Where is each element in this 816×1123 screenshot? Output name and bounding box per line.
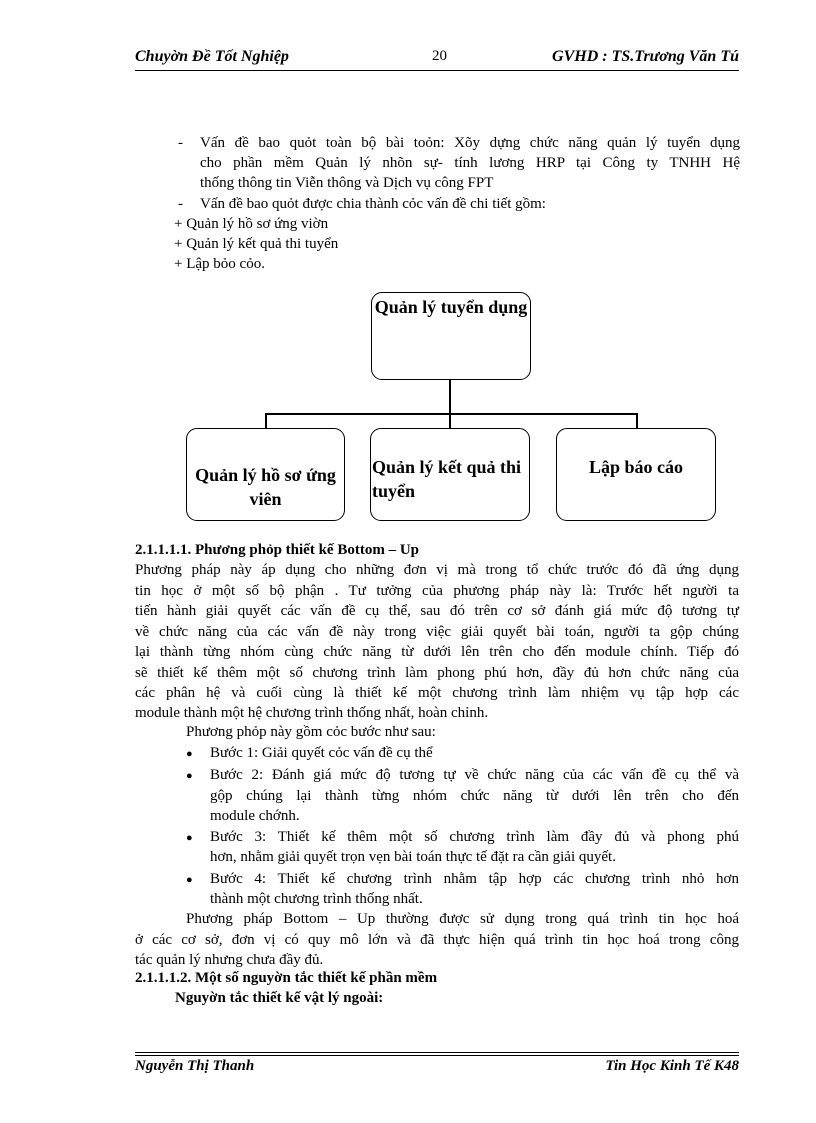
intro-line: cho phần mềm Quản lý nhõn sự- tính lương HRP tại Công ty TNHH Hệ: [200, 155, 740, 171]
footer-rule: [135, 1055, 739, 1056]
connector: [265, 413, 638, 415]
header-rule: [135, 70, 739, 71]
diagram-child-box: Quản lý kết quả thi tuyển: [370, 428, 530, 521]
diagram-child-box: Quản lý hồ sơ ứng viên: [186, 428, 345, 521]
step-line: module chớnh.: [210, 808, 300, 824]
list-item: + Quản lý hồ sơ ứng viờn: [174, 216, 329, 232]
step-line: Bước 1: Giải quyết cỏc vấn đề cụ thể: [210, 745, 433, 761]
body-line: ở các cơ sở, đơn vị có quy mô lớn và đã thực hiện quá trình tin học hoá trong công: [135, 931, 739, 948]
body-line: tiến hành giải quyết các vấn đề cụ thể, sau đó trên cơ sở đánh giá mức độ tương tự: [135, 603, 739, 619]
body-line: Phương pháp Bottom – Up thường được sử dụng trong quá trình tin học hoá: [186, 911, 739, 927]
bullet-icon: ●: [186, 770, 193, 782]
section-heading: 2.1.1.1.2. Một số nguyờn tắc thiết kế phần mềm: [135, 970, 438, 986]
body-line: lại thành từng nhóm cùng chức năng từ dưới lên trên cho đến module chính. Tiếp đó: [135, 644, 739, 660]
footer-left: Nguyễn Thị Thanh: [135, 1058, 255, 1074]
diagram-root-box: Quản lý tuyển dụng: [371, 292, 531, 380]
step-line: Bước 2: Đánh giá mức độ tương tự về chức năng của các vấn đề cụ thể và: [210, 767, 739, 783]
list-item: + Quản lý kết quả thi tuyển: [174, 236, 339, 252]
footer-rule: [135, 1052, 739, 1053]
page-header: [135, 48, 739, 68]
body-line: về chức năng của các vấn đề này trong việc giải quyết bài toán, người ta gộp chúng: [135, 623, 739, 640]
connector: [636, 414, 638, 428]
body-line: tác quản lý nhưng chưa đầy đủ.: [135, 952, 324, 968]
body-line: sẽ thiết kế thêm một số chương trình làm phong phú hơn, đầy đủ hơn chức năng của: [135, 664, 739, 681]
steps-intro: Phương phỏp này gồm cỏc bước như sau:: [186, 724, 436, 740]
bullet-icon: ●: [186, 748, 193, 760]
dash-marker: -: [178, 196, 183, 212]
bullet-icon: ●: [186, 874, 193, 886]
step-line: Bước 3: Thiết kế thêm một số chương trình làm đầy đủ và phong phú: [210, 829, 739, 845]
intro-line: Vấn đề bao quỏt toàn bộ bài toỏn: Xõy dựng chức năng quản lý tuyển dụng: [200, 135, 740, 151]
step-line: hơn, nhằm giải quyết trọn vẹn bài toán thực tế đặt ra cần giải quyết.: [210, 849, 616, 865]
bullet-icon: ●: [186, 832, 193, 844]
list-item: + Lập bỏo cỏo.: [174, 256, 265, 272]
body-line: module thành một hệ chương trình thống nhất, hoàn chỉnh.: [135, 705, 489, 721]
step-line: Bước 4: Thiết kế chương trình nhằm tập hợp các chương trình nhỏ hơn: [210, 871, 739, 887]
intro-line: thống thông tin Viễn thông và Dịch vụ công FPT: [200, 175, 494, 191]
dash-marker: -: [178, 135, 183, 151]
body-line: các phân hệ và cuối cùng là thiết kế một chương trình làm nhiệm vụ tập hợp các: [135, 685, 739, 701]
section-heading: 2.1.1.1.1. Phương phỏp thiết kế Bottom – Up: [135, 542, 420, 558]
body-line: Phương pháp này áp dụng cho những đơn vị mà trong tổ chức trước đó đã ứng dụng: [135, 562, 739, 578]
header-left: Chuyờn Đề Tốt Nghiệp: [135, 48, 289, 65]
connector: [265, 414, 267, 428]
step-line: thành một chương trình thống nhất.: [210, 891, 423, 907]
intro-line: Vấn đề bao quỏt được chia thành cỏc vấn đề chi tiết gồm:: [200, 196, 546, 212]
subheading: Nguyờn tắc thiết kế vật lý ngoài:: [175, 990, 384, 1006]
page-footer: [135, 1058, 739, 1078]
step-line: gộp chúng lại thành từng nhóm chức năng từ dưới lên trên cho đến: [210, 787, 739, 804]
connector: [449, 380, 451, 414]
connector: [449, 414, 451, 428]
diagram-child-box: Lập báo cáo: [556, 428, 716, 521]
header-right: GVHD : TS.Trương Văn Tú: [552, 48, 739, 65]
footer-right: Tin Học Kinh Tế K48: [605, 1058, 739, 1074]
page-number: 20: [432, 48, 447, 64]
body-line: tin học ở một số bộ phận . Tư tưởng của phương pháp này là: Trước hết người ta: [135, 582, 739, 599]
